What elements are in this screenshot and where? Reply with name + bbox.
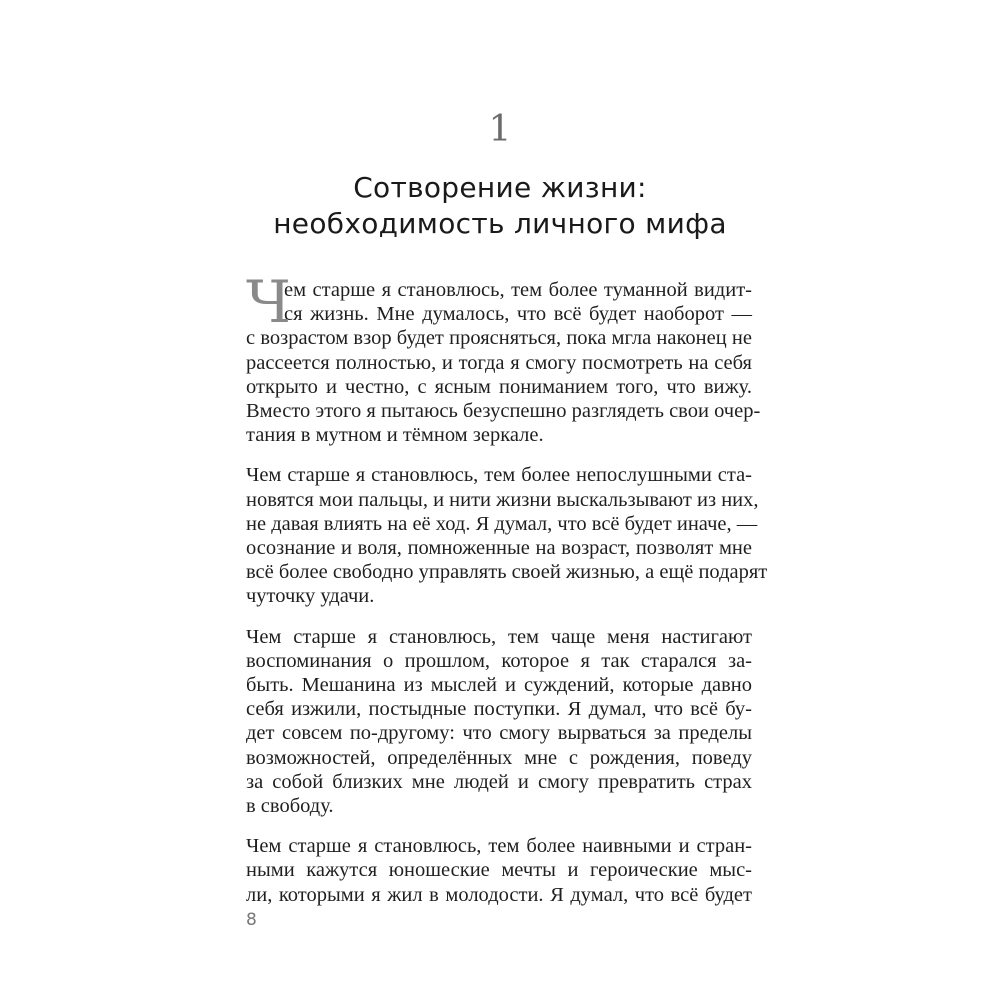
chapter-title bbox=[0, 170, 1000, 242]
text-line: новятся мои пальцы, и нити жизни выскальзывают из них, bbox=[246, 488, 759, 511]
text-line: ем старше я становлюсь, тем более туманной видит- bbox=[284, 279, 752, 301]
text-line: быть. Мешанина из мыслей и суждений, которые давно bbox=[246, 674, 752, 697]
text-line: воспоминания о прошлом, которое я так старался за- bbox=[246, 649, 752, 672]
text-line: всё более свободно управлять своей жизнью, а ещё подарят bbox=[246, 561, 768, 584]
text-line: Чем старше я становлюсь, тем чаще меня настигают bbox=[246, 625, 752, 648]
paragraph-1 bbox=[246, 268, 761, 447]
page-number: 8 bbox=[246, 910, 257, 930]
chapter-number: 1 bbox=[488, 109, 512, 150]
text-line: чуточку удачи. bbox=[246, 585, 375, 608]
chapter-title-line-1: Сотворение жизни: bbox=[353, 171, 647, 204]
text-line: дет совсем по-другому: что смогу вырваться за пределы bbox=[246, 722, 752, 745]
text-line: тания в мутном и тёмном зеркале. bbox=[246, 424, 544, 447]
text-line: возможностей, определённых мне с рождения, поведу bbox=[246, 746, 752, 769]
text-line: Чем старше я становлюсь, тем более наивными и стран- bbox=[246, 835, 752, 858]
text-line: ными кажутся юношеские мечты и героические мыс- bbox=[246, 859, 752, 882]
text-line: ли, которыми я жил в молодости. Я думал, что всё будет bbox=[246, 883, 752, 906]
text-line: с возрастом взор будет проясняться, пока мгла наконец не bbox=[246, 327, 752, 350]
text-line: открыто и честно, с ясным пониманием того, что вижу. bbox=[246, 375, 752, 398]
text-line: Чем старше я становлюсь, тем более непослушными ста- bbox=[246, 464, 752, 487]
text-line: за собой близких мне людей и смогу превратить страх bbox=[246, 770, 752, 793]
text-line: в свободу. bbox=[246, 795, 334, 818]
text-line: не давая влиять на её ход. Я думал, что всё будет иначе, — bbox=[246, 512, 758, 535]
paragraph-2 bbox=[246, 463, 768, 608]
drop-cap: Ч bbox=[246, 268, 291, 336]
text-line: ся жизнь. Мне думалось, что всё будет наоборот — bbox=[284, 303, 752, 326]
chapter-title-line-2: необходимость личного мифа bbox=[273, 207, 727, 240]
text-line: осознание и воля, помноженные на возраст, позволят мне bbox=[246, 537, 752, 560]
text-line: Вместо этого я пытаюсь безуспешно разглядеть свои очер- bbox=[246, 400, 761, 423]
text-line: себя изжили, постыдные поступки. Я думал, что всё бу- bbox=[246, 698, 752, 721]
body-text bbox=[246, 268, 768, 923]
paragraph-3 bbox=[246, 625, 752, 819]
text-line: рассеется полностью, и тогда я смогу посмотреть на себя bbox=[246, 351, 752, 374]
paragraph-4 bbox=[246, 834, 752, 907]
